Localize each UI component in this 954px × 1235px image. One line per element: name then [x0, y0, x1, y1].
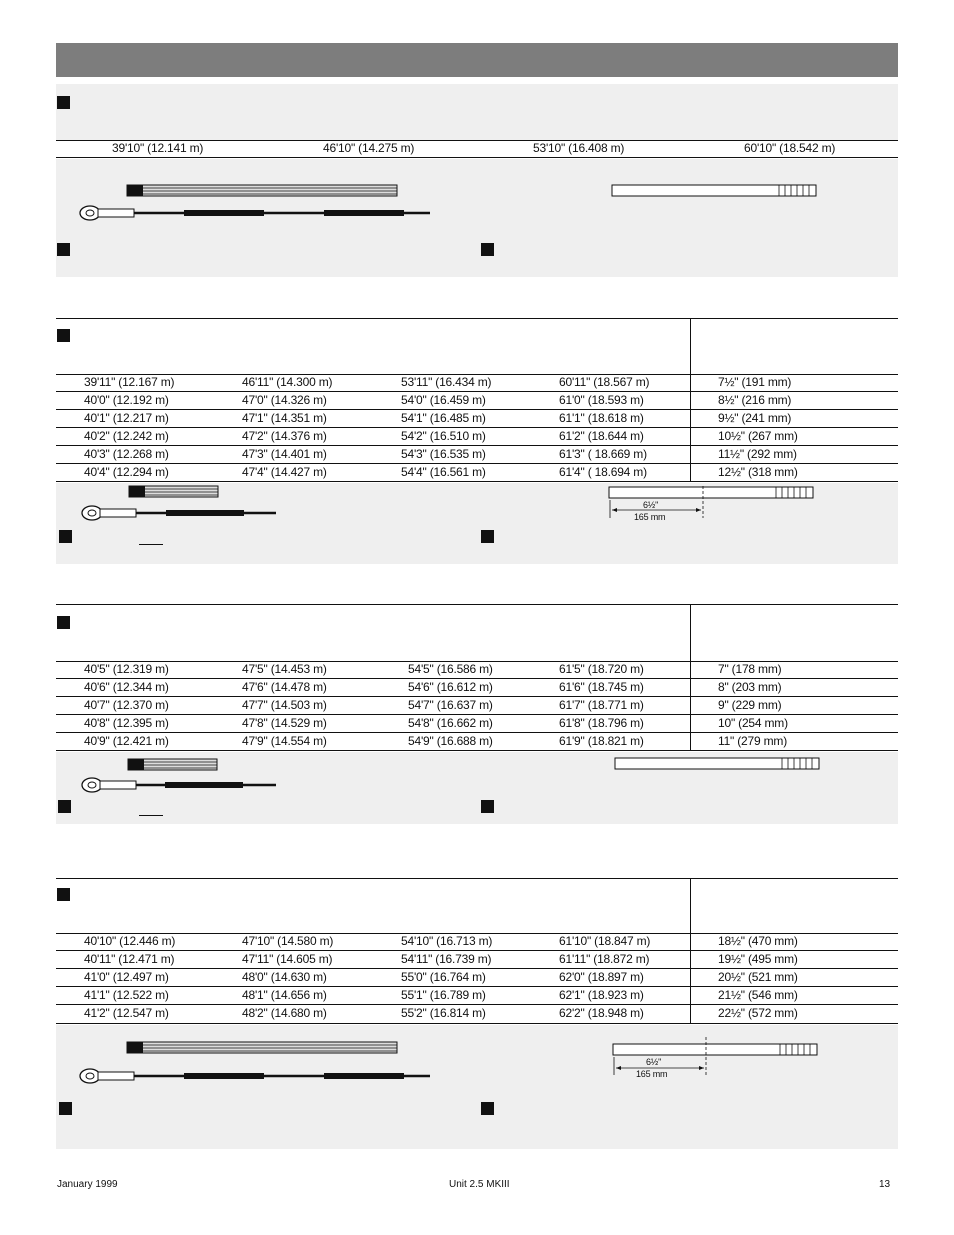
- table-cell: 9½" (241 mm): [718, 411, 792, 425]
- table-cell: 12½" (318 mm): [718, 465, 798, 479]
- section4-bullet-icon-right: [481, 1102, 494, 1115]
- table-cell: 40'10" (12.446 m): [84, 934, 176, 948]
- table-cell: 40'8" (12.395 m): [84, 716, 169, 730]
- table-cell: 40'5" (12.319 m): [84, 662, 169, 676]
- table-cell: 19½" (495 mm): [718, 952, 798, 966]
- table-cell: 54'3" (16.535 m): [401, 447, 486, 461]
- table-cell: 7" (178 mm): [718, 662, 782, 676]
- section4-cable-icon: [78, 1040, 438, 1086]
- section2-rule-top: [56, 318, 898, 319]
- table-cell: 62'1" (18.923 m): [559, 988, 644, 1002]
- section2-bullet-icon-right: [481, 530, 494, 543]
- table-cell: 8½" (216 mm): [718, 393, 792, 407]
- table-cell: 20½" (521 mm): [718, 970, 798, 984]
- section4-bullet-icon-left: [59, 1102, 72, 1115]
- section1-cable-icon: [78, 180, 438, 226]
- section2-cable-icon: [80, 485, 280, 521]
- section1-bullet-icon: [57, 96, 70, 109]
- table-cell: 61'5" (18.720 m): [559, 662, 644, 676]
- table-cell: 47'10" (14.580 m): [242, 934, 334, 948]
- table-cell: 55'1" (16.789 m): [401, 988, 486, 1002]
- table-cell: 10½" (267 mm): [718, 429, 798, 443]
- table-cell: 46'11" (14.300 m): [242, 375, 333, 389]
- table-cell: 54'1" (16.485 m): [401, 411, 486, 425]
- table-cell: 39'11" (12.167 m): [84, 375, 175, 389]
- table-cell: 11" (279 mm): [718, 734, 787, 748]
- table-cell: 47'7" (14.503 m): [242, 698, 327, 712]
- section3-bullet-icon-right: [481, 800, 494, 813]
- table-cell: 41'0" (12.497 m): [84, 970, 169, 984]
- table-cell: 62'2" (18.948 m): [559, 1006, 644, 1020]
- section4-rule-top: [56, 878, 898, 879]
- table-cell: 41'2" (12.547 m): [84, 1006, 169, 1020]
- table-cell: 61'1" (18.618 m): [559, 411, 644, 425]
- table-cell: 60'11" (18.567 m): [559, 375, 650, 389]
- table-cell: 21½" (546 mm): [718, 988, 798, 1002]
- section1-tube-icon: [611, 184, 819, 198]
- section4-rule-bottom: [56, 1023, 898, 1024]
- table-cell: 54'4" (16.561 m): [401, 465, 486, 479]
- section4-bullet-icon: [57, 888, 70, 901]
- footer-title: Unit 2.5 MKIII: [449, 1179, 510, 1190]
- section2-vrule: [690, 318, 691, 482]
- table-cell: 54'11" (16.739 m): [401, 952, 492, 966]
- section3-cable-icon: [80, 758, 280, 794]
- section4-dim-mm: 165 mm: [636, 1069, 668, 1079]
- table-cell: 61'8" (18.796 m): [559, 716, 644, 730]
- section3-bullet-icon-left: [58, 800, 71, 813]
- table-cell: 7½" (191 mm): [718, 375, 792, 389]
- footer-date: January 1999: [57, 1179, 118, 1190]
- footer-page-number: 13: [879, 1179, 891, 1190]
- table-cell: 47'4" (14.427 m): [242, 465, 327, 479]
- table-cell: 61'4" ( 18.694 m): [559, 465, 647, 479]
- table-cell: 55'2" (16.814 m): [401, 1006, 486, 1020]
- table-cell: 48'2" (14.680 m): [242, 1006, 327, 1020]
- table-cell: 55'0" (16.764 m): [401, 970, 486, 984]
- section2-dim-mm: 165 mm: [634, 512, 666, 522]
- section3-underline: [139, 815, 163, 816]
- table-cell: 10" (254 mm): [718, 716, 788, 730]
- table-cell: 47'11" (14.605 m): [242, 952, 333, 966]
- section1-rule-bottom: [56, 157, 898, 158]
- section3-vrule: [690, 604, 691, 750]
- table-cell: 47'9" (14.554 m): [242, 734, 327, 748]
- section1-length-1: 39'10" (12.141 m): [112, 141, 204, 155]
- table-cell: 54'0" (16.459 m): [401, 393, 486, 407]
- section1-top-panel: [56, 84, 898, 140]
- header-bar: [56, 43, 898, 77]
- table-cell: 40'0" (12.192 m): [84, 393, 169, 407]
- section2-dim-inches: 6½": [643, 500, 659, 510]
- table-cell: 61'9" (18.821 m): [559, 734, 644, 748]
- table-cell: 54'6" (16.612 m): [408, 680, 493, 694]
- table-cell: 40'7" (12.370 m): [84, 698, 169, 712]
- table-cell: 54'8" (16.662 m): [408, 716, 493, 730]
- table-cell: 40'11" (12.471 m): [84, 952, 175, 966]
- section3-rule-bottom: [56, 750, 898, 751]
- table-cell: 11½" (292 mm): [718, 447, 797, 461]
- section1-length-2: 46'10" (14.275 m): [323, 141, 415, 155]
- table-cell: 40'3" (12.268 m): [84, 447, 169, 461]
- table-cell: 61'6" (18.745 m): [559, 680, 644, 694]
- section3-rule-top: [56, 604, 898, 605]
- table-cell: 47'8" (14.529 m): [242, 716, 327, 730]
- table-cell: 47'5" (14.453 m): [242, 662, 327, 676]
- table-cell: 54'10" (16.713 m): [401, 934, 493, 948]
- table-cell: 61'2" (18.644 m): [559, 429, 644, 443]
- table-cell: 40'6" (12.344 m): [84, 680, 169, 694]
- table-cell: 54'2" (16.510 m): [401, 429, 486, 443]
- table-cell: 62'0" (18.897 m): [559, 970, 644, 984]
- section1-bullet-icon-right: [481, 243, 494, 256]
- section2-bullet-icon: [57, 329, 70, 342]
- section1-bullet-icon-left: [57, 243, 70, 256]
- table-cell: 47'6" (14.478 m): [242, 680, 327, 694]
- table-cell: 40'9" (12.421 m): [84, 734, 169, 748]
- table-cell: 40'4" (12.294 m): [84, 465, 169, 479]
- table-cell: 47'0" (14.326 m): [242, 393, 327, 407]
- table-cell: 22½" (572 mm): [718, 1006, 798, 1020]
- table-cell: 61'0" (18.593 m): [559, 393, 644, 407]
- table-cell: 61'11" (18.872 m): [559, 952, 650, 966]
- table-cell: 54'7" (16.637 m): [408, 698, 493, 712]
- section1-length-3: 53'10" (16.408 m): [533, 141, 625, 155]
- table-cell: 18½" (470 mm): [718, 934, 798, 948]
- section2-underline: [139, 544, 163, 545]
- section3-tube-icon: [614, 757, 822, 771]
- section3-bullet-icon: [57, 616, 70, 629]
- table-cell: 47'2" (14.376 m): [242, 429, 327, 443]
- section2-rule-bottom: [56, 481, 898, 482]
- table-cell: 48'0" (14.630 m): [242, 970, 327, 984]
- table-cell: 61'7" (18.771 m): [559, 698, 644, 712]
- section2-bullet-icon-left: [59, 530, 72, 543]
- section4-dim-inches: 6½": [646, 1057, 662, 1067]
- table-cell: 9" (229 mm): [718, 698, 782, 712]
- table-cell: 61'3" ( 18.669 m): [559, 447, 647, 461]
- section1-length-4: 60'10" (18.542 m): [744, 141, 836, 155]
- table-cell: 40'2" (12.242 m): [84, 429, 169, 443]
- table-cell: 61'10" (18.847 m): [559, 934, 651, 948]
- table-cell: 48'1" (14.656 m): [242, 988, 327, 1002]
- table-cell: 40'1" (12.217 m): [84, 411, 169, 425]
- table-cell: 54'5" (16.586 m): [408, 662, 493, 676]
- table-cell: 47'3" (14.401 m): [242, 447, 327, 461]
- table-cell: 47'1" (14.351 m): [242, 411, 327, 425]
- table-cell: 53'11" (16.434 m): [401, 375, 492, 389]
- table-cell: 54'9" (16.688 m): [408, 734, 493, 748]
- table-cell: 41'1" (12.522 m): [84, 988, 169, 1002]
- table-cell: 8" (203 mm): [718, 680, 782, 694]
